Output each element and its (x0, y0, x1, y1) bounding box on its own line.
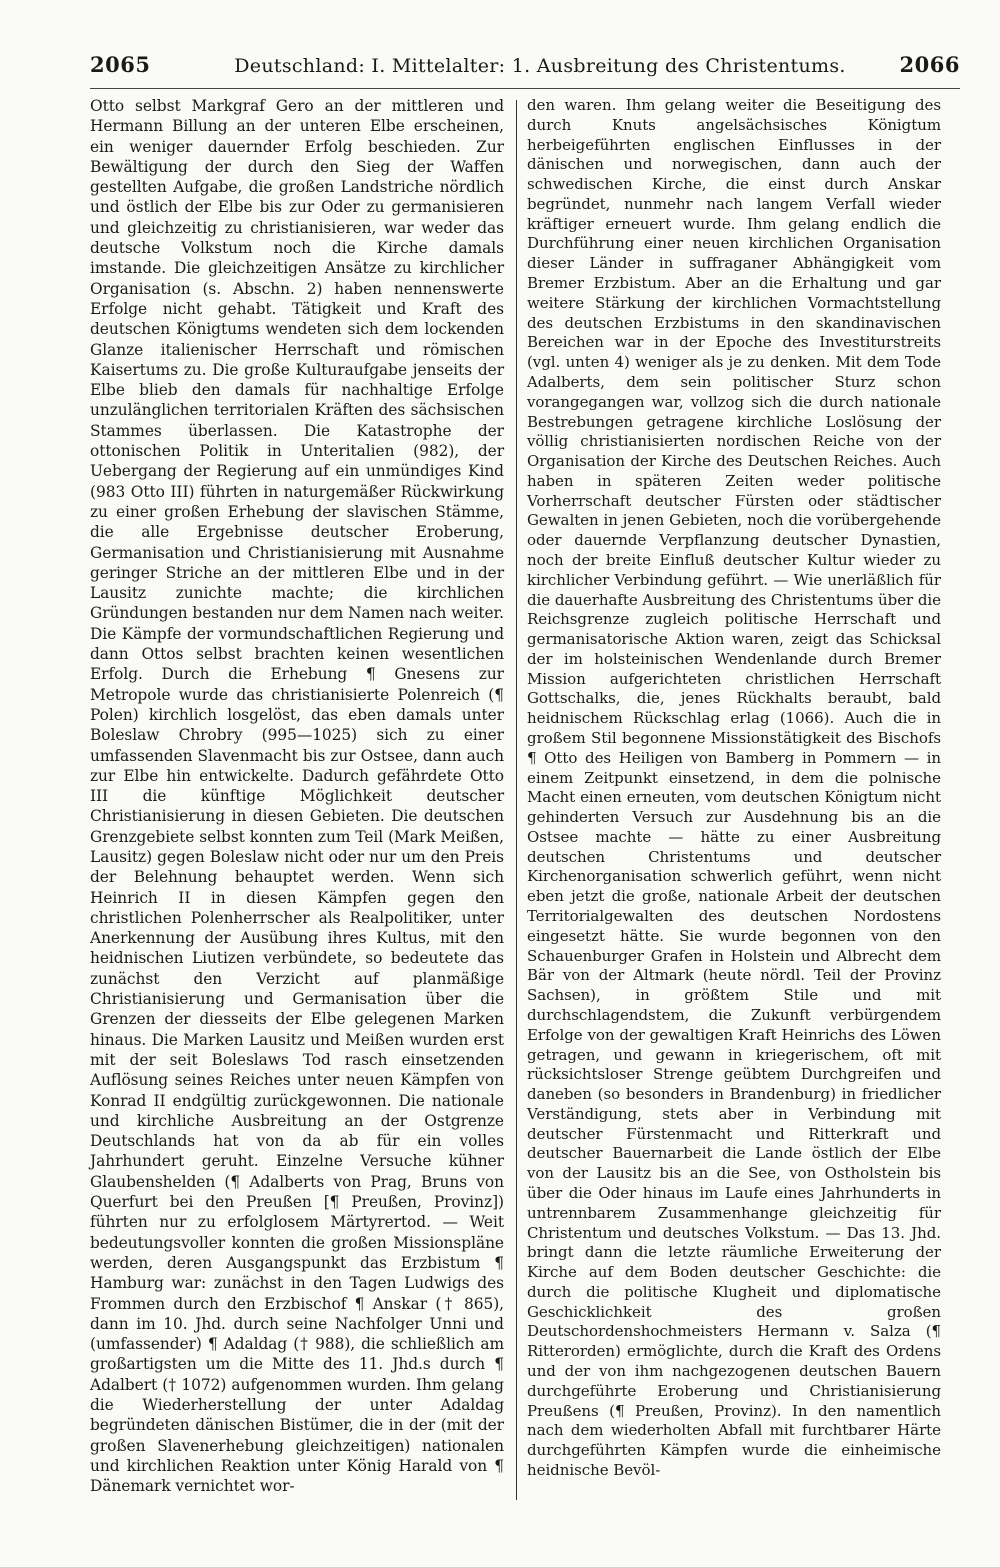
right-column (527, 96, 941, 1481)
right-column-text: den waren. Ihm gelang weiter die Beseitigung des durch Knuts angelsächsisches Königtum herbeigeführten englischen Einflusses in der dänischen und norwegischen, dann auch der schwedischen Kirche, die einst durch Anskar begründet, nunmehr nach langem Verfall wieder kräftiger erneuert wurde. Ihm gelang endlich die Durchführung einer neuen kirchlichen Organisation dieser Länder in suffraganer Abhängigkeit vom Bremer Erzbistum. Aber an die Erhaltung und gar weitere Stärkung der kirchlichen Vormachtstellung des deutschen Erzbistums in den skandinavischen Bereichen war in der Epoche des Investiturstreits (vgl. unten 4) weniger als je zu denken. Mit dem Tode Adalberts, dem sein politischer Sturz schon vorangegangen war, vollzog sich die durch nationale Bestrebungen getragene kirchliche Loslösung der völlig christianisierten nordischen Reiche von der Organisation der Kirche des Deutschen Reiches. Auch haben in späteren Zeiten weder politische Vorherrschaft deutscher Fürsten oder städtischer Gewalten in jenen Gebieten, noch die vorübergehende oder dauernde Verpflanzung deutscher Dynastien, noch der breite Einfluß deutscher Kultur wieder zu kirchlicher Verbindung geführt. — Wie unerläßlich für die dauerhafte Ausbreitung des Christentums über die Reichsgrenze zugleich politische Herrschaft und germanisatorische Aktion waren, zeigt das Schicksal der im holsteinischen Wendenlande durch Bremer Mission aufgerichteten christlichen Herrschaft Gottschalks, die, jenes Rückhalts beraubt, bald heidnischem Rückschlag erlag (1066). Auch die in großem Stil begonnene Missionstätigkeit des Bischofs ¶ Otto des Heiligen von Bamberg in Pommern — in einem Zeitpunkt einsetzend, in dem die polnische Macht einen erneuten, vom deutschen Königtum nicht gehinderten Versuch zur Ausdehnung bis an die Ostsee machte — hätte zu einer Ausbreitung deutschen Christentums und deutscher Kirchenorganisation schwerlich geführt, wenn nicht eben jetzt die große, nationale Arbeit der deutschen Territorialgewalten des deutschen Nordostens eingesetzt hätte. Sie wurde begonnen von den Schauenburger Grafen in Holstein und Albrecht dem Bär von der Altmark (heute nördl. Teil der Provinz Sachsen), in größtem Stile und mit durchschlagendstem, die Zukunft verbürgendem Erfolge von der gewaltigen Kraft Heinrichs des Löwen getragen, und gewann in kriegerischem, oft mit rücksichtsloser Strenge geübtem Durchgreifen und daneben (so besonders in Brandenburg) in friedlicher Verständigung, stets aber in Verbindung mit deutscher Fürstenmacht und Ritterkraft und deutscher Bauernarbeit die Lande östlich der Elbe von der Lausitz bis an die See, von Ostholstein bis über die Oder hinaus im Laufe eines Jahrhunderts in untrennbarem Zusammenhange gleichzeitig für Christentum und deutsches Volkstum. — Das 13. Jhd. bringt dann die letzte räumliche Erweiterung der Kirche auf dem Boden deutscher Geschichte: die durch die politische Klugheit und diplomatische Geschicklichkeit des großen Deutschordenshochmeisters Hermann v. Salza (¶ Ritterorden) ermöglichte, durch die Kraft des Ordens und der von ihm nachgezogenen deutschen Bauern durchgeführte Eroberung und Christianisierung Preußens (¶ Preußen, Provinz). In den namentlich nach dem wiederholten Abfall mit furchtbarer Härte durchgeführten Kämpfen wurde die einheimische heidnische Bevöl- (527, 96, 941, 1479)
page-header (90, 52, 960, 88)
column-divider (516, 100, 517, 1500)
left-column-text: Otto selbst Markgraf Gero an der mittleren und Hermann Billung an der unteren Elbe erscheinen, ein weniger dauernder Erfolg beschieden. Zur Bewältigung der durch den Sieg der Waffen gestellten Aufgabe, die großen Landstriche nördlich und östlich der Elbe bis zur Oder zu germanisieren und gleichzeitig zu christianisieren, war weder das deutsche Volkstum noch die Kirche damals imstande. Die gleichzeitigen Ansätze zu kirchlicher Organisation (s. Abschn. 2) haben nennenswerte Erfolge nicht gehabt. Tätigkeit und Kraft des deutschen Königtums wendeten sich dem lockenden Glanze italienischer Herrschaft und römischen Kaisertums zu. Die große Kulturaufgabe jenseits der Elbe blieb den damals für nachhaltige Erfolge unzulänglichen territorialen Kräften des sächsischen Stammes überlassen. Die Katastrophe der ottonischen Politik in Unteritalien (982), der Uebergang der Regierung auf ein unmündiges Kind (983 Otto III) führten in naturgemäßer Rückwirkung zu einer großen Erhebung der slavischen Stämme, die alle Ergebnisse deutscher Eroberung, Germanisation und Christianisierung mit Ausnahme geringer Striche an der mittleren Elbe und in der Lausitz zunichte machte; die kirchlichen Gründungen bestanden nur dem Namen nach weiter. Die Kämpfe der vormundschaftlichen Regierung und dann Ottos selbst brachten keinen wesentlichen Erfolg. Durch die Erhebung ¶ Gnesens zur Metropole wurde das christianisierte Polenreich (¶ Polen) kirchlich losgelöst, das eben damals unter Boleslaw Chrobry (995—1025) sich zu einer umfassenden Slavenmacht bis zur Ostsee, dann auch zur Elbe hin entwickelte. Dadurch gefährdete Otto III die künftige Möglichkeit deutscher Christianisierung in diesen Gebieten. Die deutschen Grenzgebiete selbst konnten zum Teil (Mark Meißen, Lausitz) gegen Boleslaw nicht oder nur um den Preis der Belehnung behauptet werden. Wenn sich Heinrich II in diesen Kämpfen gegen den christlichen Polenherrscher als Realpolitiker, unter Anerkennung der Ausübung ihres Kultus, mit den heidnischen Liutizen verbündete, so bedeutete das zunächst den Verzicht auf planmäßige Christianisierung und Germanisation über die Grenzen der diesseits der Elbe gelegenen Marken hinaus. Die Marken Lausitz und Meißen wurden erst mit der seit Boleslaws Tod rasch einsetzenden Auflösung seines Reiches unter neuen Kämpfen von Konrad II endgültig zurückgewonnen. Die nationale und kirchliche Ausbreitung an der Ostgrenze Deutschlands hat von da ab für ein volles Jahrhundert geruht. Einzelne Versuche kühner Glaubenshelden (¶ Adalberts von Prag, Bruns von Querfurt bei den Preußen [¶ Preußen, Provinz]) führten nur zu erfolglosem Märtyrertod. — Weit bedeutungsvoller konnten die großen Missionspläne werden, deren Ausgangspunkt das Erzbistum ¶ Hamburg war: zunächst in den Tagen Ludwigs des Frommen durch den Erzbischof ¶ Anskar († 865), dann im 10. Jhd. durch seine Nachfolger Unni und (umfassender) ¶ Adaldag († 988), die schließlich am großartigsten um die Mitte des 11. Jhd.s durch ¶ Adalbert († 1072) aufgenommen wurden. Ihm gelang die Wiederherstellung der unter Adaldag begründeten dänischen Bistümer, die in der (mit der großen Slavenerhebung gleichzeitigen) nationalen und kirchlichen Reaktion unter König Harald von ¶ Dänemark vernichtet wor- (90, 97, 504, 1496)
text-columns (90, 96, 962, 1501)
page-number-right: 2066 (899, 52, 960, 77)
page-number-left: 2065 (90, 52, 151, 77)
left-column (90, 96, 504, 1496)
header-rule (90, 88, 960, 89)
running-head: Deutschland: I. Mittelalter: 1. Ausbreitung des Christentums. (234, 55, 846, 77)
